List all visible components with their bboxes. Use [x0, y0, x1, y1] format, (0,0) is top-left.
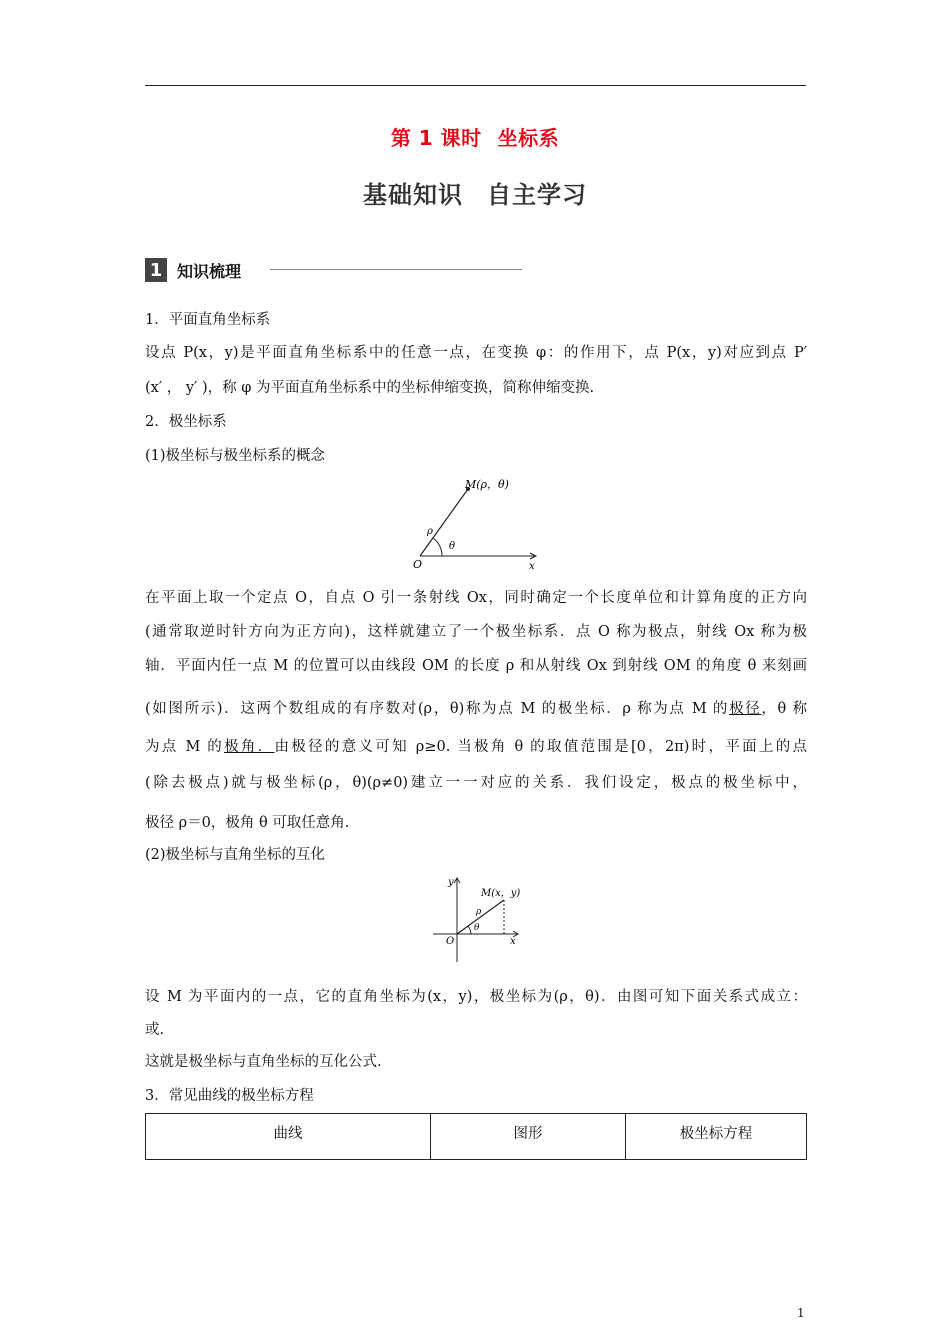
paragraph-2-line-7: 极径 ρ＝0，极角 θ 可取任意角.	[145, 815, 350, 831]
knowledge-divider	[270, 269, 522, 270]
lesson-topic: 坐标系	[497, 126, 560, 150]
angle-arc	[433, 538, 442, 556]
heading-2: 2．极坐标系	[145, 414, 227, 430]
rho-label: ρ	[476, 907, 482, 917]
paragraph-3-line-1: 设 M 为平面内的一点，它的直角坐标为(x，y)，极坐标为(ρ，θ)．由图可知下面关系式成立：	[145, 989, 807, 1005]
origin-label: O	[413, 558, 423, 571]
knowledge-label: 知识梳理	[177, 261, 242, 281]
paragraph-2-line-4-text: (如图所示)．这两个数组成的有序数对(ρ，θ)称为点 M 的极坐标．ρ 称为点 M 的	[145, 701, 730, 717]
paragraph-2-line-1: 在平面上取一个定点 O，自点 O 引一条射线 Ox，同时确定一个长度单位和计算角度的正方向	[145, 590, 807, 606]
point-m-label: M(ρ，θ)	[465, 478, 509, 491]
heading-2-2: (2)极坐标与直角坐标的互化	[145, 847, 326, 863]
lesson-number: 第 1 课时	[390, 126, 482, 150]
paragraph-2-line-5-text: 为点 M 的	[145, 739, 225, 755]
rho-label: ρ	[427, 526, 433, 537]
radius-line	[420, 489, 468, 556]
theta-label: θ	[474, 923, 480, 933]
paragraph-2-line-2: (通常取逆时针方向为正方向)，这样就建立了一个极坐标系．点 O 称为极点，射线 Ox 称为极	[145, 624, 807, 640]
curve-equation-table	[145, 1113, 807, 1160]
heading-3: 3．常见曲线的极坐标方程	[145, 1088, 314, 1104]
radius-line	[457, 900, 504, 934]
page-number: 1	[797, 1306, 805, 1320]
origin-label: O	[446, 936, 455, 947]
x-axis-label: x	[510, 936, 516, 947]
section-title-right: 自主学习	[487, 181, 587, 209]
knowledge-number-badge: 1	[145, 258, 167, 282]
paragraph-1-line-1: 设点 P(x，y)是平面直角坐标系中的任意一点，在变换 φ：的作用下，点 P(x，y)对应到点 P′	[145, 345, 807, 361]
paragraph-1-line-2: (x′ ， y′ )，称 φ 为平面直角坐标系中的坐标伸缩变换，简称伸缩变换.	[145, 380, 595, 396]
paragraph-2-line-4-tail: ，θ 称	[761, 701, 807, 717]
lesson-title	[0, 122, 950, 151]
knowledge-heading	[145, 257, 241, 283]
table-header-curve: 曲线	[146, 1114, 431, 1160]
term-polar-radius: 极径	[729, 701, 762, 717]
heading-2-1: (1)极坐标与极坐标系的概念	[145, 448, 326, 464]
polar-coordinate-figure	[410, 476, 545, 571]
term-polar-angle: 极角．	[224, 739, 275, 755]
polar-rect-conversion-figure	[430, 872, 525, 964]
section-title-left: 基础知识	[363, 181, 463, 209]
x-axis-label: x	[529, 561, 535, 571]
paragraph-2-line-6: (除去极点)就与极坐标(ρ，θ)(ρ≠0)建立一一对应的关系．我们设定，极点的极坐标中，	[145, 775, 807, 791]
table-header-equation: 极坐标方程	[626, 1114, 807, 1160]
section-title	[0, 175, 950, 210]
theta-label: θ	[449, 541, 456, 552]
paragraph-2-line-5	[145, 737, 807, 757]
y-axis-label: y	[448, 877, 454, 888]
angle-arc	[468, 926, 471, 934]
top-rule	[145, 85, 806, 86]
paragraph-2-line-3: 轴．平面内任一点 M 的位置可以由线段 OM 的长度 ρ 和从射线 Ox 到射线 OM 的角度 θ 来刻画	[145, 658, 807, 674]
heading-1: 1．平面直角坐标系	[145, 312, 271, 328]
table-header-row	[146, 1114, 807, 1160]
paragraph-2-line-4	[145, 699, 807, 719]
point-m-label: M(x，y)	[481, 888, 521, 899]
paragraph-3-line-2: 或.	[145, 1022, 165, 1038]
paragraph-3-line-3: 这就是极坐标与直角坐标的互化公式.	[145, 1054, 382, 1070]
table-header-figure: 图形	[431, 1114, 626, 1160]
paragraph-2-line-5-tail: 由极径的意义可知 ρ≥0. 当极角 θ 的取值范围是[0，2π)时，平面上的点	[274, 739, 807, 755]
